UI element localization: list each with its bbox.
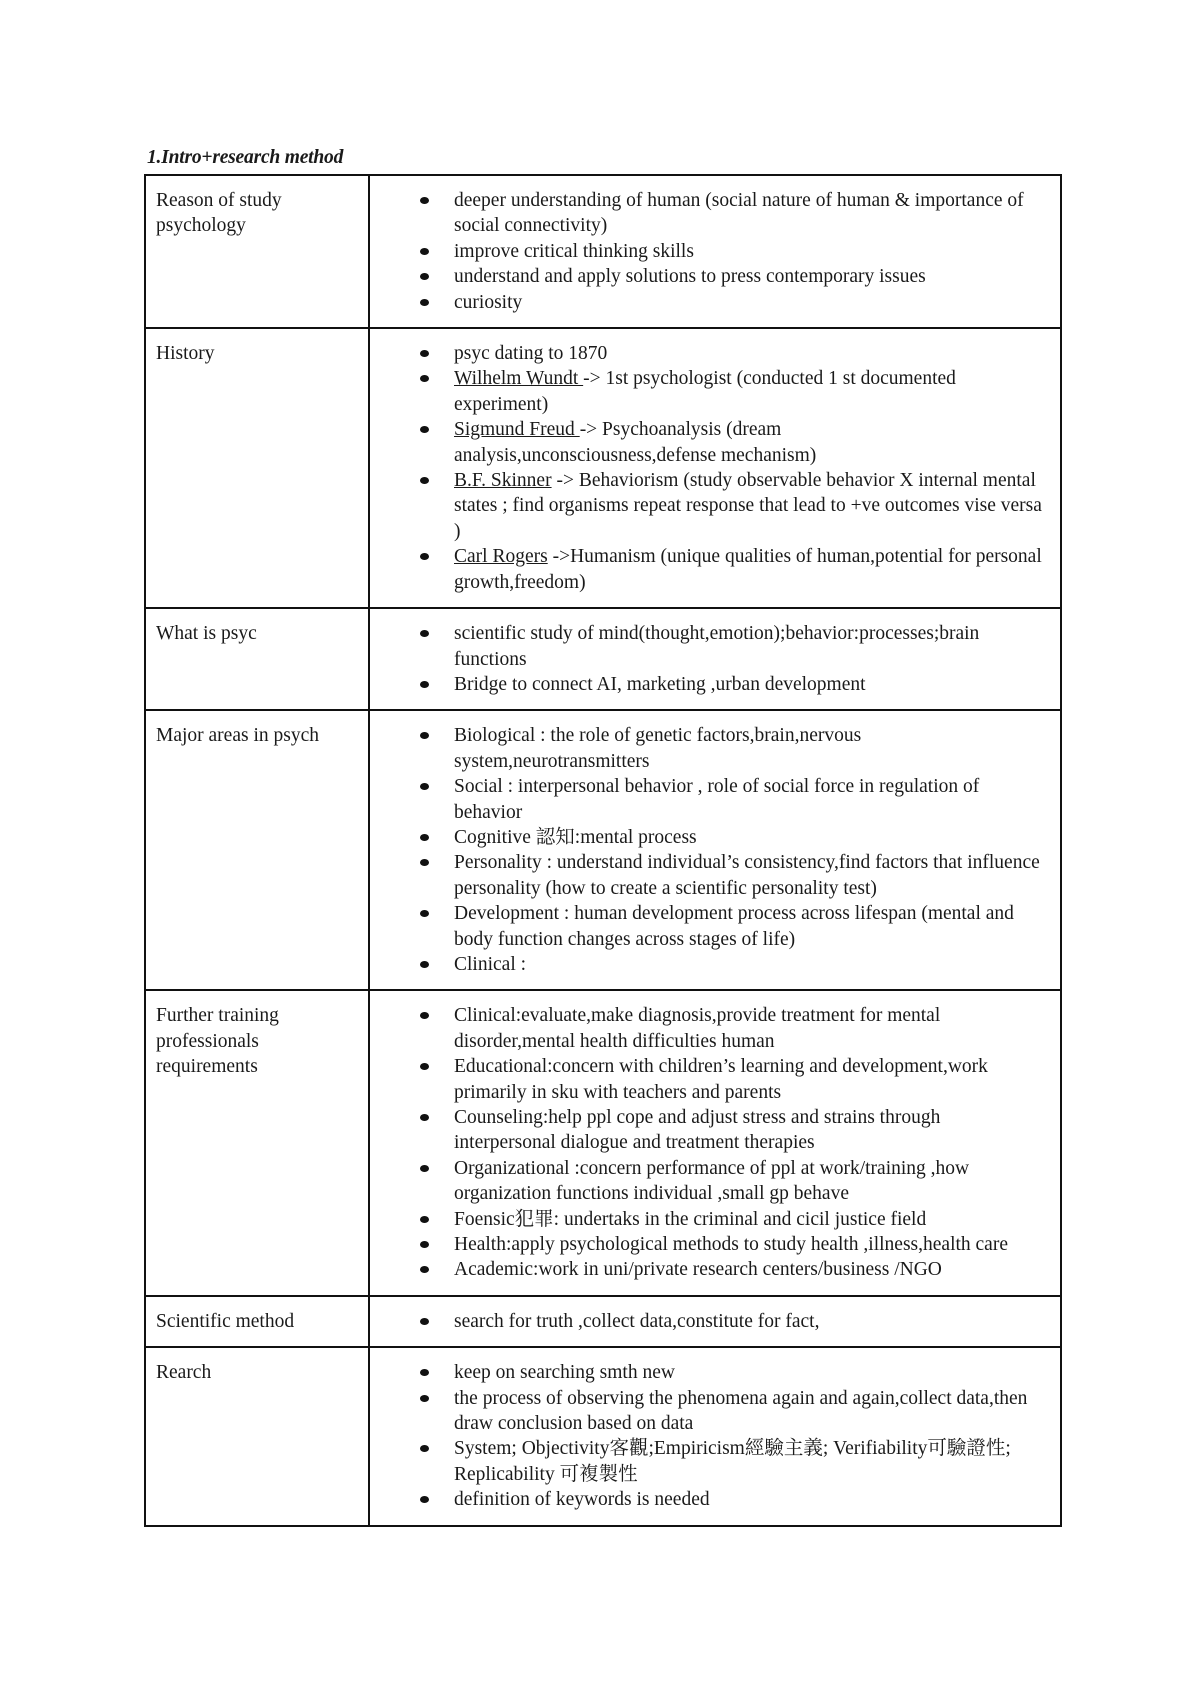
- topic-cell: Reason of study psychology: [145, 175, 369, 328]
- bullet-item: Foensic犯罪: undertaks in the criminal and cicil justice field: [454, 1207, 1042, 1232]
- bullet-item: keep on searching smth new: [454, 1360, 1042, 1385]
- points-cell: [369, 608, 1061, 710]
- table-row: [145, 710, 1061, 990]
- topic-cell: Scientific method: [145, 1296, 369, 1347]
- psychologist-name: Sigmund Freud: [454, 419, 580, 441]
- table-row: [145, 1347, 1061, 1525]
- bullet-list: [370, 1309, 1042, 1334]
- topic-cell: What is psyc: [145, 608, 369, 710]
- page-title: 1.Intro+research method: [147, 147, 344, 168]
- psychologist-name: Carl Rogers: [454, 546, 548, 568]
- bullet-item: Counseling:help ppl cope and adjust stress and strains through interpersonal dialogue and treatment therapies: [454, 1105, 1042, 1156]
- psychologist-note: -> Behaviorism (study observable behavior X internal mental states ; find organisms repeat response that lead to +ve outcomes vise versa ): [454, 470, 1042, 542]
- bullet-list: [370, 1003, 1042, 1282]
- points-cell: [369, 1296, 1061, 1347]
- points-cell: [369, 328, 1061, 608]
- bullet-item: the process of observing the phenomena again and again,collect data,then draw conclusion based on data: [454, 1386, 1042, 1437]
- bullet-list: [370, 341, 1042, 595]
- table-row: [145, 1296, 1061, 1347]
- bullet-list: [370, 188, 1042, 315]
- psychologist-note: ->Humanism (unique qualities of human,potential for personal growth,freedom): [454, 546, 1042, 593]
- psychologist-name: Wilhelm Wundt: [454, 368, 584, 390]
- table-row: [145, 175, 1061, 328]
- topic-cell: Further training professionals requirements: [145, 990, 369, 1295]
- table-row: [145, 328, 1061, 608]
- bullet-list: [370, 621, 1042, 697]
- notes-table: [144, 174, 1062, 1527]
- table-row: [145, 608, 1061, 710]
- bullet-item: Clinical:evaluate,make diagnosis,provide treatment for mental disorder,mental health difficulties human: [454, 1003, 1042, 1054]
- bullet-item: Clinical :: [454, 952, 1042, 977]
- bullet-item: Development : human development process across lifespan (mental and body function changes across stages of life): [454, 901, 1042, 952]
- bullet-item: Organizational :concern performance of ppl at work/training ,how organization functions individual ,small gp behave: [454, 1156, 1042, 1207]
- psychologist-name: B.F. Skinner: [454, 470, 552, 492]
- bullet-item: Health:apply psychological methods to study health ,illness,health care: [454, 1232, 1042, 1257]
- bullet-item: Academic:work in uni/private research centers/business /NGO: [454, 1257, 1042, 1282]
- bullet-item: Social : interpersonal behavior , role of social force in regulation of behavior: [454, 774, 1042, 825]
- topic-cell: History: [145, 328, 369, 608]
- bullet-item: scientific study of mind(thought,emotion);behavior:processes;brain functions: [454, 621, 1042, 672]
- bullet-list: [370, 723, 1042, 977]
- points-cell: [369, 175, 1061, 328]
- bullet-item: Educational:concern with children’s learning and development,work primarily in sku with teachers and parents: [454, 1054, 1042, 1105]
- bullet-item: [454, 366, 1042, 417]
- topic-cell: Rearch: [145, 1347, 369, 1525]
- table-row: [145, 990, 1061, 1295]
- points-cell: [369, 990, 1061, 1295]
- bullet-item: definition of keywords is needed: [454, 1487, 1042, 1512]
- bullet-item: psyc dating to 1870: [454, 341, 1042, 366]
- bullet-item: Cognitive 認知:mental process: [454, 825, 1042, 850]
- bullet-item: deeper understanding of human (social nature of human & importance of social connectivity): [454, 188, 1042, 239]
- bullet-item: [454, 544, 1042, 595]
- bullet-item: System; Objectivity客觀;Empiricism經驗主義; Verifiability可驗證性; Replicability 可複製性: [454, 1436, 1042, 1487]
- points-cell: [369, 710, 1061, 990]
- bullet-item: Personality : understand individual’s consistency,find factors that influence personality (how to create a scientific personality test): [454, 850, 1042, 901]
- psychologist-note: -> 1st psychologist (conducted 1 st documented experiment): [454, 368, 956, 415]
- bullet-list: [370, 1360, 1042, 1512]
- bullet-item: Bridge to connect AI, marketing ,urban development: [454, 672, 1042, 697]
- bullet-item: Biological : the role of genetic factors,brain,nervous system,neurotransmitters: [454, 723, 1042, 774]
- psychologist-note: -> Psychoanalysis (dream analysis,unconsciousness,defense mechanism): [454, 419, 817, 466]
- bullet-item: search for truth ,collect data,constitute for fact,: [454, 1309, 1042, 1334]
- bullet-item: [454, 417, 1042, 468]
- bullet-item: understand and apply solutions to press contemporary issues: [454, 264, 1042, 289]
- points-cell: [369, 1347, 1061, 1525]
- bullet-item: [454, 468, 1042, 544]
- bullet-item: curiosity: [454, 290, 1042, 315]
- topic-cell: Major areas in psych: [145, 710, 369, 990]
- bullet-item: improve critical thinking skills: [454, 239, 1042, 264]
